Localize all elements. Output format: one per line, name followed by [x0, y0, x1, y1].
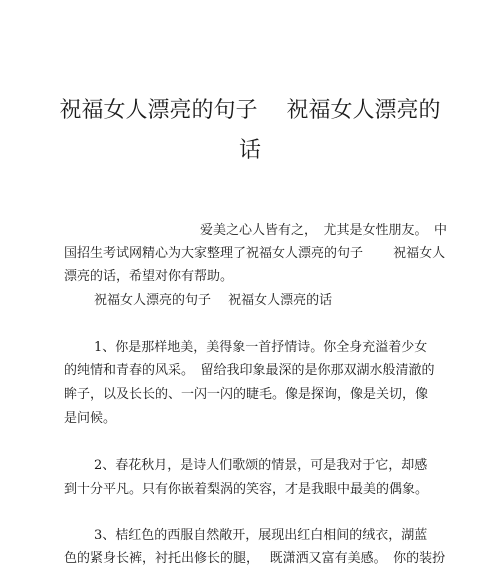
paragraph-2-line-1: 2、春花秋月，是诗人们歌颂的情景，可是我对于它，却感 — [94, 458, 428, 473]
document-title-line-2: 话 — [238, 138, 261, 163]
paragraph-3-line-1: 3、桔红色的西服自然敞开，展现出红白相间的绒衣，湖蓝 — [94, 528, 428, 543]
subtitle: 祝福女人漂亮的句子 祝福女人漂亮的话 — [94, 293, 333, 308]
intro-line-2: 国招生考试网精心为大家整理了祝福女人漂亮的句子 祝福女人 — [64, 246, 446, 261]
paragraph-2-line-2: 到十分平凡。只有你嵌着梨涡的笑容，才是我眼中最美的偶象。 — [64, 482, 429, 497]
paragraph-3-line-2: 色的紧身长裤，衬托出修长的腿， 既潇洒又富有美感。 你的装扮 — [64, 551, 446, 566]
paragraph-1-line-3: 眸子，以及长长的、一闪一闪的睫毛。像是探询，像是关切，像 — [64, 387, 429, 402]
paragraph-1-line-2: 的纯情和青春的风采。 留给我印象最深的是你那双湖水般清澈的 — [64, 363, 435, 378]
paragraph-1-line-1: 1、你是那样地美，美得象一首抒情诗。你全身充溢着少女 — [94, 340, 428, 355]
intro-line-1: 爱美之心人皆有之， 尤其是女性朋友。 中 — [200, 223, 448, 238]
paragraph-1-line-4: 是问候。 — [64, 411, 117, 426]
document-title-line-1: 祝福女人漂亮的句子 祝福女人漂亮的 — [59, 98, 441, 123]
intro-line-3: 漂亮的话，希望对你有帮助。 — [64, 269, 234, 284]
